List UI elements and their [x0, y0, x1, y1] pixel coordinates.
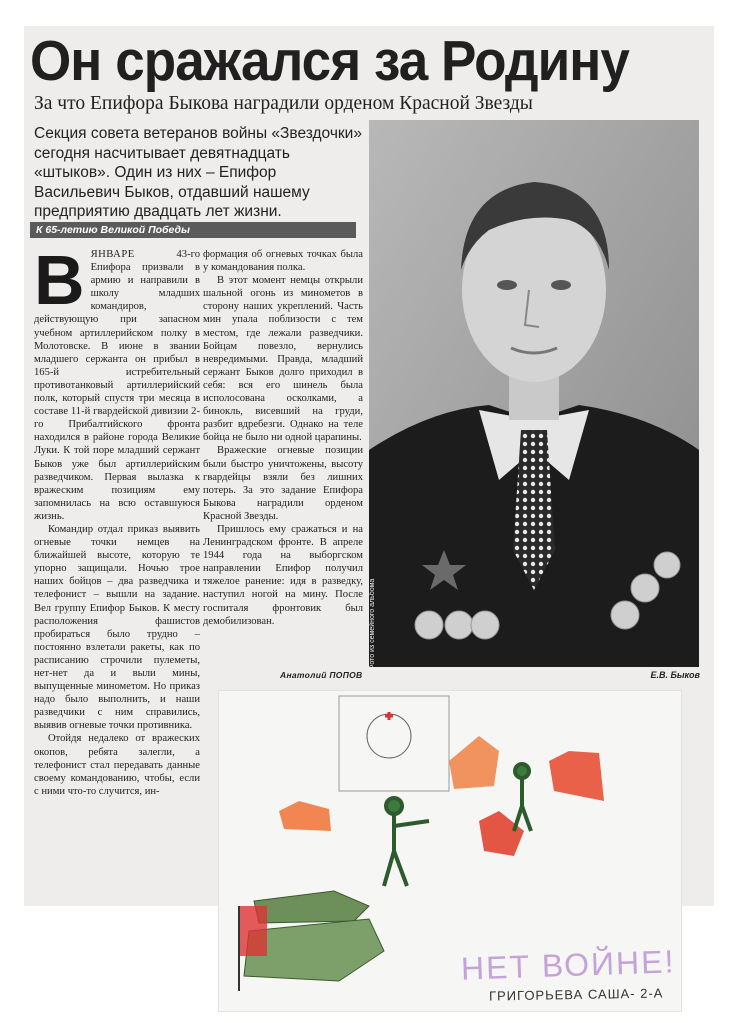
article-column-2: [203, 248, 363, 628]
article-column-1: [34, 241, 200, 798]
author-byline: Анатолий ПОПОВ: [280, 670, 363, 680]
article-subheadline: За что Епифора Быкова наградили орденом Красной Звезды: [34, 93, 533, 114]
portrait-illustration: [369, 120, 699, 667]
drop-cap: В: [34, 241, 85, 319]
article-lead: Секция совета ветеранов войны «Звездочки» сегодня насчитывает девятнадцать «штыков». Один из них – Епифор Васильевич Быков, отдавший нашему предприятию двадцать лет жизни.: [34, 125, 362, 220]
photo-credit: Фото из семейного альбома: [369, 578, 376, 670]
paragraph: Отойдя недалеко от вражеских окопов, ребята залегли, а телефонист стал передавать данные своему командованию, чтобы, если с ними что-то случится, ин-: [34, 733, 200, 797]
paragraph: формация об огневых точках была у командования полка.: [203, 249, 363, 274]
drawing-signature: ГРИГОРЬЕВА САША- 2-А: [488, 985, 664, 1004]
rubric-banner: К 65-летию Великой Победы: [30, 222, 356, 238]
paragraph: В этот момент немцы открыли шальной огонь из минометов в сторону наших укреплений. Часть мин упала поблизости с тем местом, где лежали разведчики. Бойцам повезло, вернулись невредимыми. Правда, младший сержант Быков долго приходил в себя: вся его шинель была исполосована осколками, а бинокль, висевший на груди, разбит вдребезги. Однако на теле бойца не было ни одной царапины.: [203, 275, 363, 444]
paragraph: Пришлось ему сражаться и на Ленинградском фронте. В апреле 1944 года на выборгском направлении Епифор получил тяжелое ранение: идя в разведку, наступил ногой на мину. После госпиталя фронтовик был демобилизован.: [203, 523, 363, 627]
drawing-slogan: НЕТ ВОЙНЕ!: [460, 943, 676, 987]
first-word: ЯНВАРЕ: [90, 249, 135, 260]
paragraph: Командир отдал приказ выявить огневые точки немцев на ближайшей высоте, которую те упорно защищали. Ночью трое наших бойцов – два разведчика и телефонист – вышли на задание. Вел группу Епифор Быков. К месту расположения фашистов пробираться было трудно – постоянно взлетали ракеты, как по расписанию строчили пулеметы, нет-нет да и выли мины, выпущенные минометом. Но приказ надо было выполнить, и наши разведчики с ним справились, выявив огневые точки противника.: [34, 523, 200, 732]
paragraph: Вражеские огневые позиции были быстро уничтожены, высоту гвардейцы взяли без лишних потерь. За это задание Епифора Быкова наградили орденом Красной Звезды.: [203, 445, 363, 522]
article-headline: Он сражался за Родину: [30, 29, 629, 93]
child-drawing: [218, 690, 682, 1012]
veteran-portrait-photo: [369, 120, 699, 667]
paragraph: 43-го Епифора призвали в армию и направили в школу младших командиров, действующую при запасном учебном артиллерийском полку в Молотовске. В июне в звании младшего сержанта он прибыл в 165-й истребительный противотанковый артиллерийский полк, который спустя три месяца в составе 11-й гвардейской дивизии 2-го Прибалтийского фронта находился в районе города Великие Луки. К той поре младший сержант Быков уже был артиллерийским разведчиком. Первая вылазка к вражеским позициям ему запомнилась на всю оставшуюся жизнь.: [34, 249, 200, 522]
photo-caption: Е.В. Быков: [650, 670, 700, 680]
